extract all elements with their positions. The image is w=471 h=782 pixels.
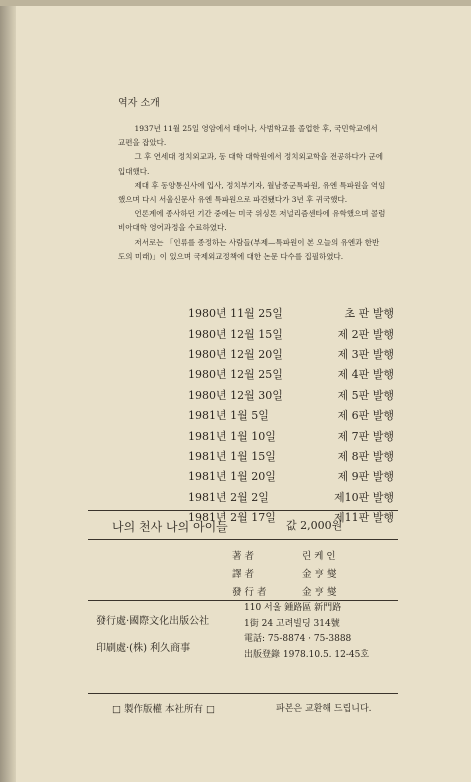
- exchange-notice: 파본은 교환해 드립니다.: [276, 704, 372, 714]
- address-line: 電話: 75-8874 · 75-3888: [244, 634, 352, 644]
- edition-row: [188, 385, 394, 405]
- edition-label: 제 6판 발행: [337, 409, 394, 423]
- edition-date: 1981년 1월 10일: [188, 429, 276, 443]
- edition-date: 1981년 1월 15일: [188, 449, 276, 463]
- edition-label: 제 2판 발행: [337, 327, 394, 341]
- copyright-notice: □ 製作版權 本社所有 □: [112, 704, 216, 715]
- bio-paragraph: 언론계에 종사하던 기간 중에는 미국 위싱톤 저널리즘센타에 유학했으며 콜럼비아대학 영어과정을 수료하였다.: [118, 209, 386, 233]
- divider-line: [88, 693, 398, 694]
- edition-label: 제 5판 발행: [337, 388, 394, 402]
- book-spine-shadow: [0, 0, 16, 782]
- credit-translator: [232, 566, 337, 580]
- credit-publisher: [232, 584, 337, 598]
- edition-label: 제 7판 발행: [337, 429, 394, 443]
- edition-date: 1980년 12월 30일: [188, 388, 283, 402]
- edition-date: 1980년 12월 15일: [188, 327, 283, 341]
- edition-label: 제10판 발행: [334, 490, 394, 504]
- edition-row: [188, 303, 394, 323]
- edition-date: 1980년 11월 25일: [188, 307, 283, 321]
- edition-date: 1981년 2월 2일: [188, 490, 269, 504]
- credit-name: 린 케 인: [302, 551, 336, 562]
- page-top-edge: [0, 0, 471, 6]
- edition-label: 제 4판 발행: [337, 368, 394, 382]
- edition-row: [188, 344, 394, 364]
- credit-role: 發行者: [232, 587, 270, 598]
- credit-name: 金 亨 燮: [302, 569, 337, 580]
- edition-history: [188, 303, 394, 527]
- address-line: 1街 24 고려빌딩 314號: [244, 618, 340, 629]
- edition-row: [188, 466, 394, 486]
- credit-author: [232, 548, 336, 562]
- edition-date: 1980년 12월 20일: [188, 347, 283, 361]
- credit-role: 著者: [232, 551, 258, 562]
- credit-name: 金 亨 燮: [302, 587, 337, 598]
- divider-line: [88, 539, 398, 540]
- credit-role: 譯者: [232, 569, 258, 580]
- bio-paragraph: 1937년 11월 25일 영암에서 태어나, 사범학교를 졸업한 후, 국민학교에서 교편을 잡았다.: [118, 124, 378, 148]
- publisher-address: [244, 601, 369, 663]
- book-title: 나의 천사 나의 아이들: [112, 520, 228, 534]
- edition-row: [188, 405, 394, 425]
- address-line: 出版登錄 1978.10.5. 12-45호: [244, 649, 370, 660]
- edition-row: [188, 364, 394, 384]
- edition-date: 1981년 1월 20일: [188, 470, 276, 484]
- publisher-name: 發行處·國際文化出版公社: [96, 616, 210, 627]
- address-line: 110 서울 鍾路區 新門路: [244, 603, 342, 613]
- edition-row: [188, 323, 394, 343]
- edition-date: 1981년 1월 5일: [188, 409, 269, 423]
- edition-date: 1980년 12월 25일: [188, 368, 283, 382]
- edition-row: [188, 487, 394, 507]
- book-price: 값 2,000원: [286, 519, 343, 532]
- printer-name: 印刷處·(株) 利久商事: [96, 643, 191, 654]
- edition-date: 1981년 2월 17일: [188, 511, 276, 525]
- edition-label: 제 3판 발행: [337, 347, 394, 361]
- edition-row: [188, 446, 394, 466]
- divider-line: [88, 510, 398, 511]
- edition-label: 초 판 발행: [344, 307, 394, 321]
- bio-paragraph: 저서로는 「인류를 종정하는 사람들(부제—특파원이 본 오늘의 유엔과 한반도의 미래)」이 있으며 국제외교정책에 대한 논문 다수를 집필하였다.: [118, 237, 380, 261]
- edition-label: 제 9판 발행: [337, 470, 394, 484]
- edition-label: 제11판 발행: [334, 511, 394, 525]
- edition-row: [188, 425, 394, 445]
- bio-paragraph: 그 후 연세대 정치외교과, 동 대학 대학원에서 정치외교학을 전공하다가 군에 입대했다.: [118, 152, 383, 176]
- translator-bio: [118, 122, 386, 264]
- edition-label: 제 8판 발행: [337, 449, 394, 463]
- section-title: 역자 소개: [118, 98, 160, 109]
- bio-paragraph: 제대 후 동양통신사에 입사, 정치부기자, 월남종군특파원, 유엔 특파원을 역임했으며 다시 서울신문사 유엔 특파원으로 파견됐다가 3년 후 귀국했다.: [118, 180, 386, 205]
